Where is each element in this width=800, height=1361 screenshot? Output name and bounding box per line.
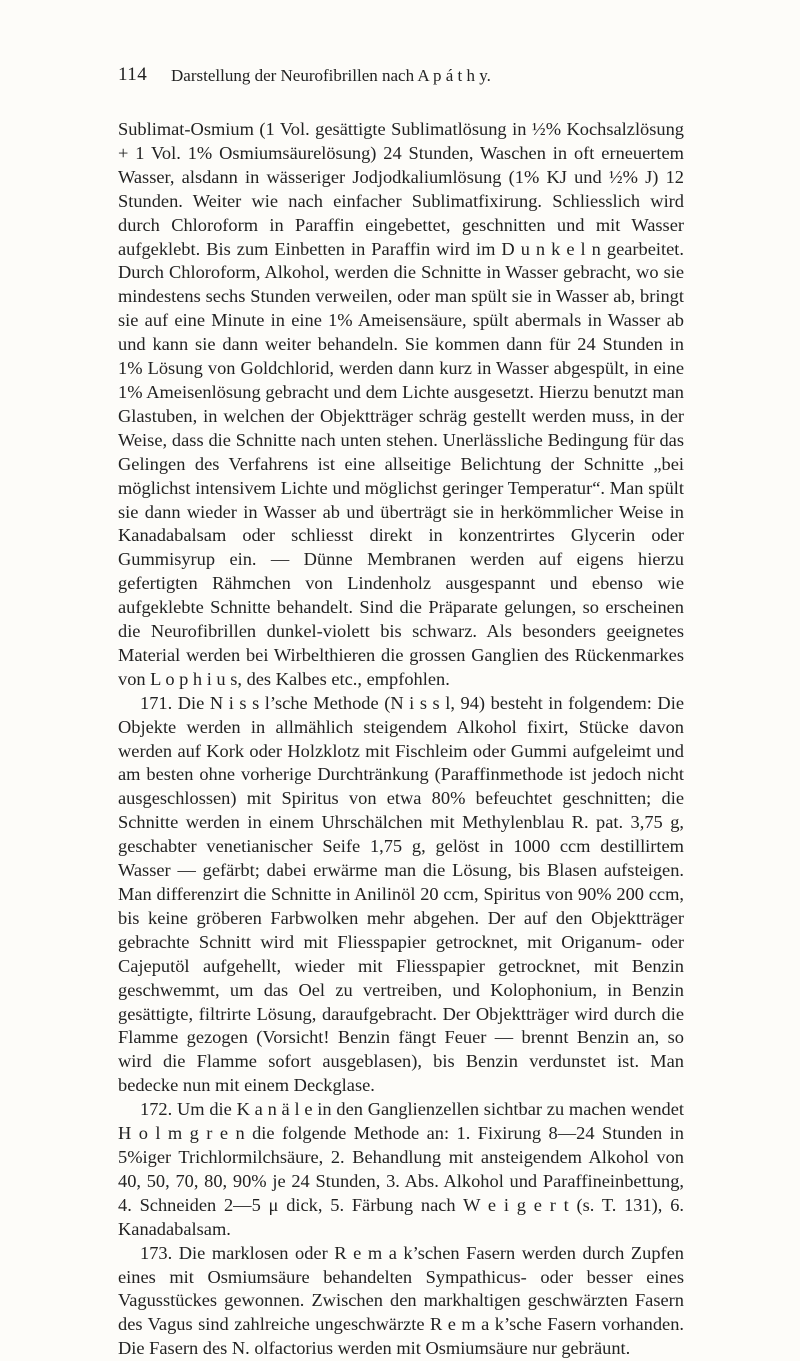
running-title: Darstellung der Neurofibrillen nach A p á t h y. [171,66,491,85]
paragraph-section-171: 171. Die N i s s l’sche Methode (N i s s l, 94) besteht in folgendem: Die Objekte werden in allmählich steigendem Alkohol fixirt, Stücke davon werden auf Kork oder Holzklotz mit Fischleim oder Gummi aufgeleimt und am besten ohne vorherige Durchtränkung (Paraffinmethode ist jedoch nicht ausgeschlossen) mit Spiritus von etwa 80% befeuchtet geschnitten; die Schnitte werden in einem Uhrschälchen mit Methylenblau R. pat. 3,75 g, geschabter venetianischer Seife 1,75 g, gelöst in 1000 ccm destillirtem Wasser — gefärbt; dabei erwärme man die Lösung, bis Blasen aufsteigen. Man differenzirt die Schnitte in Anilinöl 20 ccm, Spiritus von 90% 200 ccm, bis keine gröberen Farbwolken mehr abgehen. Der auf den Objektträger gebrachte Schnitt wird mit Fliesspapier getrocknet, mit Origanum- oder Cajeputöl aufgehellt, wieder mit Fliesspapier getrocknet, mit Benzin geschwemmt, um das Oel zu vertreiben, und Kolophonium, in Benzin gesättigte, filtrirte Lösung, daraufgebracht. Der Objektträger wird durch die Flamme gezogen (Vorsicht! Benzin fängt Feuer — brennt Benzin an, so wird die Flamme sofort ausgeblasen), bis Benzin verdunstet ist. Man bedecke nun mit einem Deckglase. [118,692,684,1096]
page-number: 114 [118,64,148,85]
page-header [118,52,682,92]
paragraph-section-173: 173. Die marklosen oder R e m a k’schen Fasern werden durch Zupfen eines mit Osmiumsäure behandelten Sympathicus- oder besser eines Vagusstückes gewonnen. Zwischen den markhaltigen geschwärzten Fasern des Vagus sind zahlreiche ungeschwärzte R e m a k’sche Fasern vorhanden. Die Fasern des N. olfactorius werden mit Osmiumsäure nur gebräunt. [118,1242,684,1359]
text-body [118,118,684,1361]
paragraph: Sublimat-Osmium (1 Vol. gesättigte Sublimatlösung in ½% Kochsalzlösung + 1 Vol. 1% Osmiumsäurelösung) 24 Stunden, Waschen in oft erneuertem Wasser, alsdann in wässeriger Jodjodkaliumlösung (1% KJ und ½% J) 12 Stunden. Weiter wie nach einfacher Sublimatfixirung. Schliesslich wird durch Chloroform in Paraffin eingebettet, geschnitten und mit Wasser aufgeklebt. Bis zum Einbetten in Paraffin wird im D u n k e l n gearbeitet. Durch Chloroform, Alkohol, werden die Schnitte in Wasser gebracht, wo sie mindestens sechs Stunden verweilen, oder man spült sie in Wasser ab, bringt sie auf eine Minute in eine 1% Ameisensäure, spült abermals in Wasser ab und kann sie dann weiter behandeln. Sie kommen dann für 24 Stunden in 1% Lösung von Goldchlorid, werden dann kurz in Wasser abgespült, in eine 1% Ameisenlösung gebracht und dem Lichte ausgesetzt. Hierzu benutzt man Glastuben, in welchen der Objektträger schräg gestellt werden muss, in der Weise, dass die Schnitte nach unten stehen. Unerlässliche Bedingung für das Gelingen des Verfahrens ist eine allseitige Belichtung der Schnitte „bei möglichst intensivem Lichte und möglichst geringer Temperatur“. Man spült sie dann wieder in Wasser ab und überträgt sie in herkömmlicher Weise in Kanadabalsam oder schliesst direkt in konzentrirtes Glycerin oder Gummisyrup ein. — Dünne Membranen werden auf eigens hierzu gefertigten Rähmchen von Lindenholz ausgespannt und ebenso wie aufgeklebte Schnitte behandelt. Sind die Präparate gelungen, so erscheinen die Neurofibrillen dunkel-violett bis schwarz. Als besonders geeignetes Material werden bei Wirbelthieren die grossen Ganglien des Rückenmarkes von L o p h i u s, des Kalbes etc., empfohlen. [118,119,684,689]
paragraph-section-172: 172. Um die K a n ä l e in den Ganglienzellen sichtbar zu machen wendet H o l m g r e n die folgende Methode an: 1. Fixirung 8—24 Stunden in 5%iger Trichlormilchsäure, 2. Behandlung mit ansteigendem Alkohol von 40, 50, 70, 80, 90% je 24 Stunden, 3. Abs. Alkohol und Paraffineinbettung, 4. Schneiden 2—5 μ dick, 5. Färbung nach W e i g e r t (s. T. 131), 6. Kanadabalsam. [118,1099,684,1239]
